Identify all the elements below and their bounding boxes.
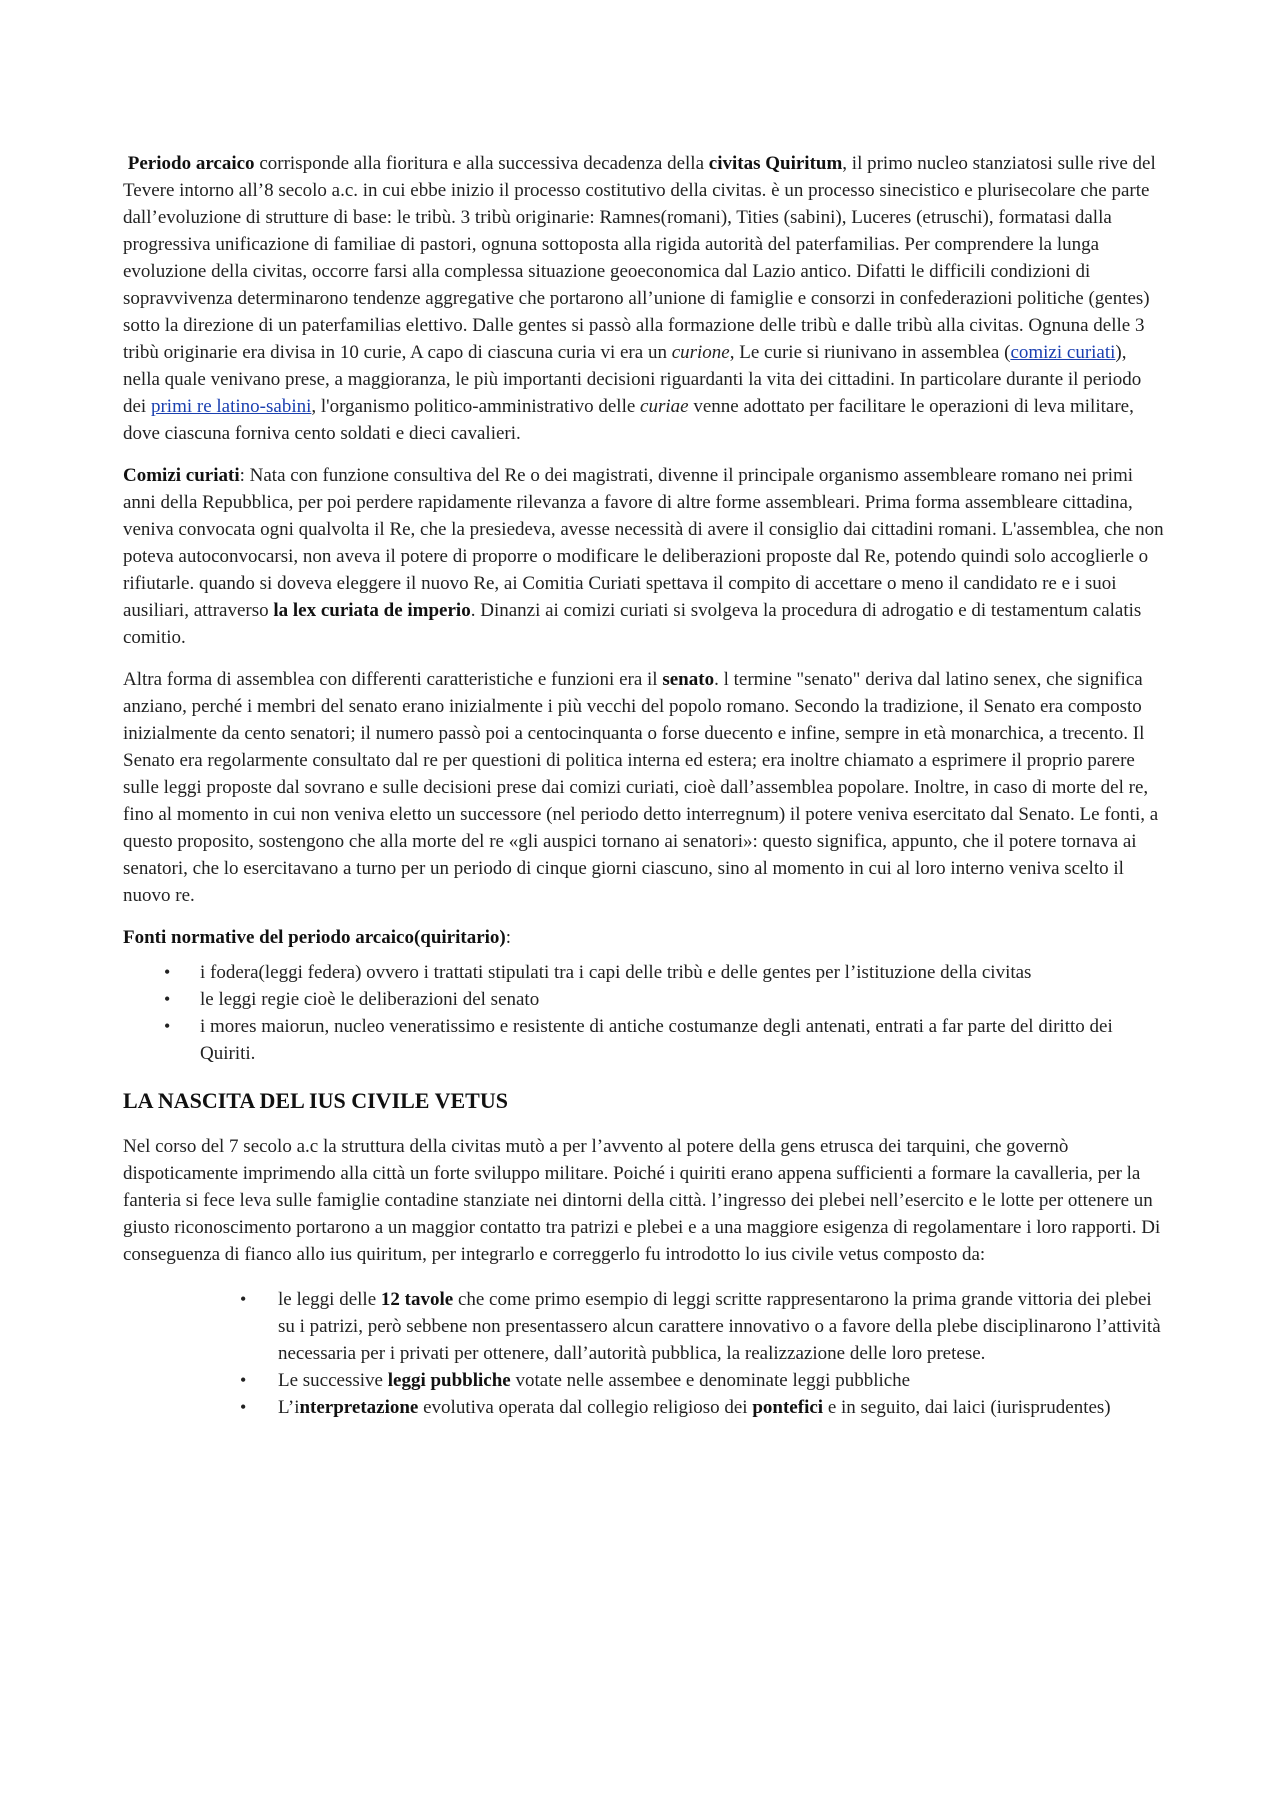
term-interpretazione: nterpretazione: [299, 1397, 419, 1418]
term-lex-curiata: la lex curiata de imperio: [273, 600, 471, 621]
text-run: che come primo esempio di leggi scritte rappresentarono la prima grande vittoria dei plebei su i patrizi, però sebbene non presentassero alcun carattere innovativo o a favore della plebe disciplinarono l’attività necessaria per i privati per ottenere, dall’autorità pubblica, la realizzazione delle loro pretese.: [278, 1289, 1161, 1364]
term-curione: curione: [671, 342, 730, 363]
bullet-icon: •: [240, 1370, 247, 1390]
paragraph-senato: [123, 666, 1168, 909]
text-run: evolutiva operata dal collegio religioso dei: [418, 1397, 753, 1418]
text-run: Nel corso del 7 secolo a.c la struttura della civitas mutò a per l’avvento al potere della gens etrusca dei tarquini, che governò dispoticamente imprimendo alla città un forte sviluppo militare. Poiché i quiriti erano appena sufficienti a formare la cavalleria, per la fanteria si fece leva sulle famiglie contadine stanziate nei dintorni della città. l’ingresso dei plebei nell’esercito e le lotte per ottenere un giusto riconoscimento portarono a un maggior contatto tra patrizi e plebei e a una maggiore esigenza di regolamentare i loro rapporti. Di conseguenza di fianco allo ius quiritum, per integrarlo e correggerlo fu introdotto lo ius civile vetus composto da:: [123, 1136, 1161, 1265]
term-leggi-pubbliche: leggi pubbliche: [387, 1370, 511, 1391]
text-run: . Dinanzi ai comizi curiati si svolgeva la procedura di adrogatio e di testamentum calatis comitio.: [123, 600, 1142, 648]
section-heading: LA NASCITA DEL IUS CIVILE VETUS: [123, 1088, 508, 1113]
text-run: L’i: [278, 1397, 300, 1418]
list-item: [123, 1013, 1168, 1067]
document-page: [123, 150, 1168, 1435]
fonti-heading-label: Fonti normative del periodo arcaico(quiritario): [123, 927, 506, 948]
text-run: , l'organismo politico-amministrativo delle: [311, 396, 641, 417]
paragraph-comizi-curiati: [123, 462, 1168, 651]
text-run: e in seguito, dai laici (iurisprudentes): [823, 1397, 1111, 1418]
list-item-text: le leggi regie cioè le deliberazioni del senato: [200, 989, 540, 1010]
text-run: ), nella quale venivano prese, a maggioranza, le più importanti decisioni riguardanti la vita dei cittadini. In particolare durante il periodo dei: [123, 342, 1142, 417]
text-run: corrisponde alla fioritura e alla successiva decadenza della: [254, 153, 709, 174]
paragraph-ius-civile: [123, 1133, 1168, 1268]
list-item-text: i mores maiorun, nucleo veneratissimo e resistente di antiche costumanze degli antenati, entrati a far parte del diritto dei Quiriti.: [200, 1016, 1113, 1064]
bullet-icon: •: [240, 1397, 247, 1417]
term-senato: senato: [662, 669, 715, 690]
list-item: [123, 1286, 1168, 1367]
term-pontefici: pontefici: [752, 1397, 824, 1418]
bullet-icon: •: [164, 962, 171, 982]
bullet-icon: •: [164, 1016, 171, 1036]
ius-civile-list: [123, 1286, 1168, 1421]
list-item: [123, 1367, 1168, 1394]
term-12-tavole: 12 tavole: [380, 1289, 454, 1310]
text-run: votate nelle assembee e denominate leggi pubbliche: [510, 1370, 911, 1391]
fonti-list: [123, 959, 1168, 1067]
bullet-icon: •: [164, 989, 171, 1009]
text-run: , il primo nucleo stanziatosi sulle rive del Tevere intorno all’8 secolo a.c. in cui ebbe inizio il processo costitutivo della civitas. è un processo sinecistico e plurisecolare che parte dall’evoluzione di strutture di base: le tribù. 3 tribù originarie: Ramnes(romani), Tities (sabini), Luceres (etruschi), formatasi dalla progressiva unificazione di familiae di pastori, ognuna sottoposta alla rigida autorità del paterfamilias. Per comprendere la lunga evoluzione della civitas, occorre farsi alla complessa situazione geoeconomica dal Lazio antico. Difatti le difficili condizioni di sopravvivenza determinarono tendenze aggregative che portarono all’unione di famiglie e consorzi in confederazioni politiche (gentes) sotto la direzione di un paterfamilias elettivo. Dalle gentes si passò alla formazione delle tribù e dalle tribù alla civitas. Ognuna delle 3 tribù originarie era divisa in 10 curie, A capo di ciascuna curia vi era un: [123, 153, 1156, 363]
text-run: : Nata con funzione consultiva del Re o dei magistrati, divenne il principale organismo assembleare romano nei primi anni della Repubblica, per poi perdere rapidamente rilevanza a favore di altre forme assembleari. Prima forma assembleare cittadina, veniva convocata ogni qualvolta il Re, che la presiedeva, avesse necessità di avere il consiglio dai cittadini romani. L'assemblea, che non poteva autoconvocarsi, non aveva il potere di proporre o modificare le deliberazioni proposte dal Re, potendo quindi solo accoglierle o rifiutarle. quando si doveva eleggere il nuovo Re, ai Comitia Curiati spettava il compito di accettare o meno il candidato re e i suoi ausiliari, attraverso: [123, 465, 1164, 621]
paragraph-periodo-arcaico: [123, 150, 1168, 447]
link-comizi-curiati[interactable]: comizi curiati: [1010, 342, 1116, 363]
bullet-icon: •: [240, 1289, 247, 1309]
text-run: venne adottato per facilitare le operazioni di leva militare, dove ciascuna forniva cento soldati e dieci cavalieri.: [123, 396, 1134, 444]
fonti-heading: [123, 924, 1168, 951]
text-run: . l termine "senato" deriva dal latino senex, che significa anziano, perché i membri del senato erano inizialmente i più vecchi del popolo romano. Secondo la tradizione, il Senato era composto inizialmente da cento senatori; il numero passò poi a centocinquanta o forse duecento e infine, sempre in età monarchica, a trecento. Il Senato era regolarmente consultato dal re per questioni di politica interna ed estera; era inoltre chiamato a esprimere il proprio parere sulle leggi proposte dal sovrano e sulle decisioni prese dai comizi curiati, cioè dall’assemblea popolare. Inoltre, in caso di morte del re, fino al momento in cui non veniva eletto un successore (nel periodo detto interregnum) il potere veniva esercitato dal Senato. Le fonti, a questo proposito, sostengono che alla morte del re «gli auspici tornano ai senatori»: questo significa, appunto, che il potere tornava ai senatori, che lo esercitavano a turno per un periodo di cinque giorni ciascuno, sino al momento in cui al loro interno veniva scelto il nuovo re.: [123, 669, 1159, 906]
text-run: Le successive: [278, 1370, 388, 1391]
list-item-text: i fodera(leggi federa) ovvero i trattati stipulati tra i capi delle tribù e delle gentes per l’istituzione della civitas: [200, 962, 1032, 983]
text-run: Altra forma di assemblea con differenti caratteristiche e funzioni era il: [123, 669, 663, 690]
link-primi-re-latino-sabini[interactable]: primi re latino-sabini: [150, 396, 312, 417]
list-item: [123, 1394, 1168, 1421]
term-periodo-arcaico: Periodo arcaico: [127, 153, 255, 174]
text-run: , Le curie si riunivano in assemblea (: [729, 342, 1011, 363]
term-civitas-quiritum: civitas Quiritum: [708, 153, 843, 174]
term-curiae: curiae: [640, 396, 689, 417]
list-item: [123, 959, 1168, 986]
text-run: :: [505, 927, 512, 948]
text-run: le leggi delle: [278, 1289, 381, 1310]
term-comizi-curiati: Comizi curiati: [123, 465, 240, 486]
list-item: [123, 986, 1168, 1013]
